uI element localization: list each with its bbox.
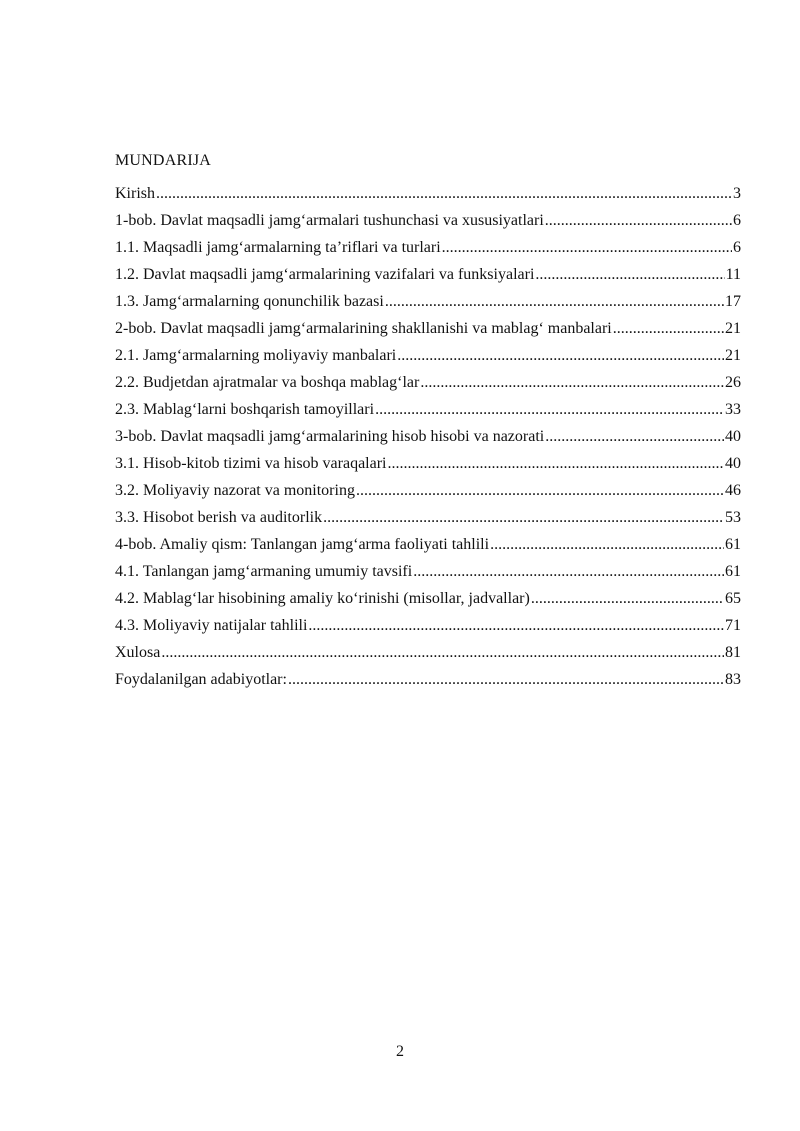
toc-entry-page: 6 [733, 239, 741, 256]
toc-entry-label: 3.3. Hisobot berish va auditorlik [115, 509, 323, 526]
toc-entry-page: 81 [725, 644, 741, 661]
toc-entry-page: 65 [725, 590, 741, 607]
toc-entry-label: Xulosa [115, 644, 161, 661]
toc-entry[interactable] [115, 345, 741, 372]
toc-entry[interactable] [115, 291, 741, 318]
toc-leader-dots [420, 372, 724, 394]
toc-entry-label: 4.2. Mablag‘lar hisobining amaliy ko‘rinishi (misollar, jadvallar) [115, 590, 530, 607]
toc-entry-label: Foydalanilgan adabiyotlar: [115, 671, 287, 688]
toc-entry[interactable] [115, 507, 741, 534]
toc-entry-page: 26 [725, 374, 741, 391]
page-number: 2 [396, 1043, 404, 1060]
toc-entry[interactable] [115, 453, 741, 480]
toc-entry-page: 83 [725, 671, 741, 688]
toc-entry-label: 1.3. Jamg‘armalarning qonunchilik bazasi [115, 293, 384, 310]
toc-entry-page: 33 [725, 401, 741, 418]
toc-leader-dots [161, 642, 724, 664]
toc-entry-label: 1.2. Davlat maqsadli jamg‘armalarining vazifalari va funksiyalari [115, 266, 535, 283]
toc-title: MUNDARIJA [115, 152, 212, 169]
toc-entry-label: 2.1. Jamg‘armalarning moliyaviy manbalari [115, 347, 397, 364]
toc-leader-dots [545, 210, 732, 232]
toc-entry-label: 4-bob. Amaliy qism: Tanlangan jamg‘arma faoliyati tahlili [115, 536, 490, 553]
toc-entry[interactable] [115, 210, 741, 237]
toc-entry-page: 46 [725, 482, 741, 499]
toc-leader-dots [375, 399, 724, 421]
toc-entry[interactable] [115, 615, 741, 642]
toc-entry-page: 21 [725, 320, 741, 337]
table-of-contents [115, 183, 741, 696]
toc-leader-dots [613, 318, 724, 340]
toc-entry-label: 1-bob. Davlat maqsadli jamg‘armalari tushunchasi va xususiyatlari [115, 212, 544, 229]
toc-entry[interactable] [115, 561, 741, 588]
toc-entry-page: 3 [733, 185, 741, 202]
toc-leader-dots [323, 507, 724, 529]
toc-leader-dots [442, 237, 732, 259]
toc-entry[interactable] [115, 264, 741, 291]
toc-entry[interactable] [115, 183, 741, 210]
toc-entry-label: 4.1. Tanlangan jamg‘armaning umumiy tavsifi [115, 563, 413, 580]
toc-entry-label: 2.3. Mablag‘larni boshqarish tamoyillari [115, 401, 375, 418]
toc-entry[interactable] [115, 642, 741, 669]
toc-leader-dots [490, 534, 724, 556]
toc-entry[interactable] [115, 426, 741, 453]
toc-entry-label: 1.1. Maqsadli jamg‘armalarning ta’riflari va turlari [115, 239, 441, 256]
toc-entry-label: 3-bob. Davlat maqsadli jamg‘armalarining hisob hisobi va nazorati [115, 428, 545, 445]
toc-entry-page: 61 [725, 563, 741, 580]
toc-leader-dots [535, 264, 724, 286]
toc-leader-dots [156, 183, 732, 205]
toc-entry[interactable] [115, 480, 741, 507]
toc-leader-dots [545, 426, 724, 448]
toc-leader-dots [308, 615, 724, 637]
toc-leader-dots [388, 453, 725, 475]
toc-entry-label: 3.2. Moliyaviy nazorat va monitoring [115, 482, 355, 499]
toc-entry-label: 4.3. Moliyaviy natijalar tahlili [115, 617, 308, 634]
toc-leader-dots [288, 669, 724, 691]
toc-entry-page: 61 [725, 536, 741, 553]
toc-entry-label: Kirish [115, 185, 155, 202]
toc-entry-label: 3.1. Hisob-kitob tizimi va hisob varaqalari [115, 455, 387, 472]
toc-entry[interactable] [115, 669, 741, 696]
toc-entry-label: 2.2. Budjetdan ajratmalar va boshqa mablag‘lar [115, 374, 420, 391]
toc-entry-page: 11 [725, 266, 741, 283]
toc-entry-page: 17 [725, 293, 741, 310]
toc-entry-page: 40 [725, 455, 741, 472]
toc-leader-dots [356, 480, 724, 502]
toc-leader-dots [531, 588, 724, 610]
toc-entry-label: 2-bob. Davlat maqsadli jamg‘armalarining shakllanishi va mablag‘ manbalari [115, 320, 612, 337]
toc-entry-page: 71 [725, 617, 741, 634]
toc-entry[interactable] [115, 588, 741, 615]
toc-entry-page: 6 [733, 212, 741, 229]
toc-leader-dots [385, 291, 724, 313]
toc-entry[interactable] [115, 534, 741, 561]
toc-entry-page: 21 [725, 347, 741, 364]
toc-entry-page: 40 [725, 428, 741, 445]
toc-leader-dots [397, 345, 724, 367]
toc-entry[interactable] [115, 399, 741, 426]
toc-leader-dots [413, 561, 724, 583]
toc-entry[interactable] [115, 237, 741, 264]
toc-entry[interactable] [115, 318, 741, 345]
toc-entry[interactable] [115, 372, 741, 399]
toc-entry-page: 53 [725, 509, 741, 526]
